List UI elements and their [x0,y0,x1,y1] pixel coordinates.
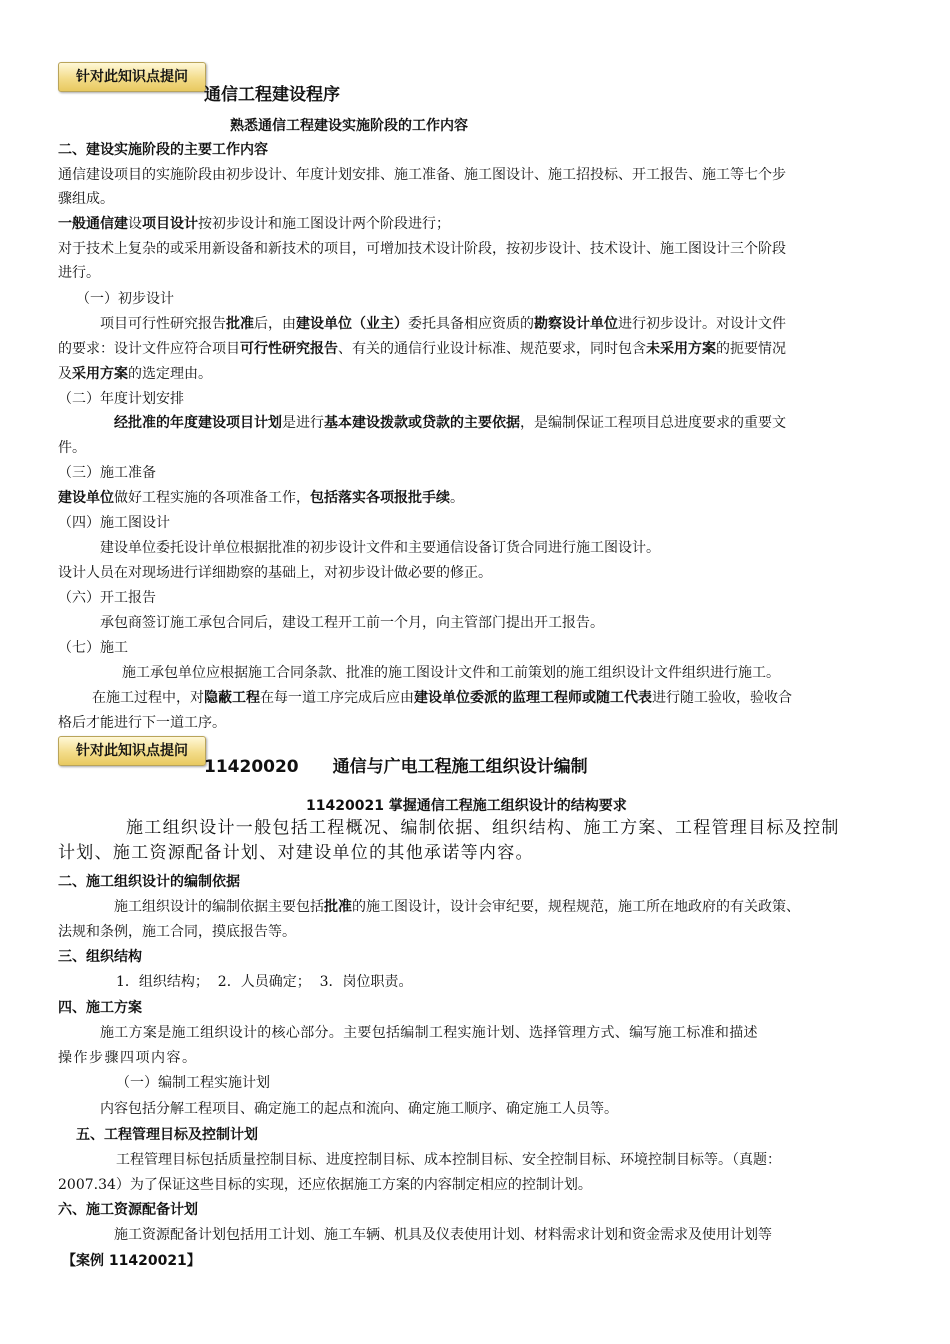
paragraph: 2007.34）为了保证这些目标的实现，还应依据施工方案的内容制定相应的控制计划。 [58,1177,592,1193]
bold-text: 建设单位 [58,490,114,506]
paragraph: 件。 [58,440,86,456]
heading-management-goals: 五、工程管理目标及控制计划 [76,1127,258,1143]
case-label: 【案例 11420021】 [62,1253,201,1269]
paragraph: 法规和条例，施工合同，摸底报告等。 [58,924,296,940]
section-subtitle-2: 11420021 掌握通信工程施工组织设计的结构要求 [306,798,627,814]
heading-resource-plan: 六、施工资源配备计划 [58,1202,198,1218]
subheading-start-report: （六）开工报告 [58,590,156,606]
bold-text: 批准 [226,316,254,332]
bold-text: 建设单位（业主） [296,316,408,332]
text: 的选定理由。 [128,366,212,382]
paragraph: 计划、施工资源配备计划、对建设单位的其他承诺等内容。 [58,843,534,863]
text: 项目可行性研究报告 [100,316,226,332]
paragraph: 操作步骤四项内容。 [58,1050,198,1066]
text: 、有关的通信行业设计标准、规范要求，同时包含 [338,341,646,357]
paragraph: 对于技术上复杂的或采用新设备和新技术的项目，可增加技术设计阶段，按初步设计、技术设计、施工图设计三个阶段 [58,241,786,257]
ask-question-button-2[interactable]: 针对此知识点提问 [58,736,206,766]
paragraph: 施工承包单位应根据施工合同条款、批准的施工图设计文件和工前策划的施工组织设计文件组织进行施工。 [122,665,780,681]
paragraph: 设计人员在对现场进行详细勘察的基础上，对初步设计做必要的修正。 [58,565,492,581]
section-subtitle-1: 熟悉通信工程建设实施阶段的工作内容 [230,118,468,134]
subheading-implementation-plan: （一）编制工程实施计划 [116,1075,270,1091]
bold-text: 一般通信建 [58,216,128,232]
paragraph: 建设单位委托设计单位根据批准的初步设计文件和主要通信设备订货合同进行施工图设计。 [100,540,660,556]
text: 的扼要情况 [716,341,786,357]
paragraph: 施工资源配备计划包括用工计划、施工车辆、机具及仪表使用计划、材料需求计划和资金需求及使用计划等 [114,1227,772,1243]
bold-text: 项目设计 [142,216,198,232]
heading-org-structure: 三、组织结构 [58,949,142,965]
paragraph [58,363,212,385]
text: 是进行 [282,415,324,431]
paragraph: 1．组织结构； 2．人员确定； 3．岗位职责。 [116,974,413,990]
bold-text: 勘察设计单位 [534,316,618,332]
paragraph: 工程管理目标包括质量控制目标、进度控制目标、成本控制目标、安全控制目标、环境控制目标等。（真题： [116,1152,781,1168]
paragraph: 施工组织设计一般包括工程概况、编制依据、组织结构、施工方案、工程管理目标及控制 [126,818,840,838]
paragraph: 承包商签订施工承包合同后，建设工程开工前一个月，向主管部门提出开工报告。 [100,615,604,631]
bold-text: 包括落实各项报批手续 [310,490,450,506]
text: 的要求：设计文件应符合项目 [58,341,240,357]
paragraph [58,487,464,509]
bold-text: 采用方案 [72,366,128,382]
paragraph: 通信建设项目的实施阶段由初步设计、年度计划安排、施工准备、施工图设计、施工招投标、开工报告、施工等七个步 [58,167,786,183]
paragraph: 内容包括分解工程项目、确定施工的起点和流向、确定施工顺序、确定施工人员等。 [100,1101,618,1117]
text: 在每一道工序完成后应由 [260,690,414,706]
subheading-construction-prep: （三）施工准备 [58,465,156,481]
bold-text: 经批准的年度建设项目计划 [114,415,282,431]
paragraph [114,412,786,434]
text: 进行随工验收，验收合 [652,690,792,706]
subheading-drawing-design: （四）施工图设计 [58,515,170,531]
paragraph: 骤组成。 [58,191,114,207]
text: 施工组织设计的编制依据主要包括 [114,899,324,915]
paragraph [114,896,800,918]
section-title-1: 通信工程建设程序 [204,85,340,105]
section-title-2 [204,754,588,780]
text: 在施工过程中，对 [92,690,204,706]
text: 进行初步设计。对设计文件 [618,316,786,332]
text: 及 [58,366,72,382]
subheading-construction: （七）施工 [58,640,128,656]
section-title-text: 通信与广电工程施工组织设计编制 [332,757,588,777]
heading-basis: 二、施工组织设计的编制依据 [58,874,240,890]
text: 。 [450,490,464,506]
bold-text: 基本建设拨款或贷款的主要依据 [324,415,520,431]
text: 按初步设计和施工图设计两个阶段进行； [198,216,450,232]
paragraph: 进行。 [58,265,100,281]
text: 设 [128,216,142,232]
section-code: 11420020 [204,757,299,777]
subheading-preliminary-design: （一）初步设计 [76,291,174,307]
text: 的施工图设计，设计会审纪要，规程规范，施工所在地政府的有关政策、 [352,899,800,915]
ask-question-button-1[interactable]: 针对此知识点提问 [58,62,206,92]
paragraph [58,213,450,235]
paragraph [100,313,786,335]
text: ，是编制保证工程项目总进度要求的重要文 [520,415,786,431]
paragraph [58,338,786,360]
bold-text: 隐蔽工程 [204,690,260,706]
bold-text: 可行性研究报告 [240,341,338,357]
text: 做好工程实施的各项准备工作， [114,490,310,506]
text: 委托具备相应资质的 [408,316,534,332]
paragraph: 施工方案是施工组织设计的核心部分。主要包括编制工程实施计划、选择管理方式、编写施工标准和描述 [100,1025,758,1041]
bold-text: 批准 [324,899,352,915]
bold-text: 未采用方案 [646,341,716,357]
heading-main-work: 二、建设实施阶段的主要工作内容 [58,142,268,158]
heading-plan: 四、施工方案 [58,1000,142,1016]
bold-text: 建设单位委派的监理工程师或随工代表 [414,690,652,706]
subheading-annual-plan: （二）年度计划安排 [58,391,184,407]
paragraph [92,687,792,709]
text: 后，由 [254,316,296,332]
paragraph: 格后才能进行下一道工序。 [58,715,226,731]
